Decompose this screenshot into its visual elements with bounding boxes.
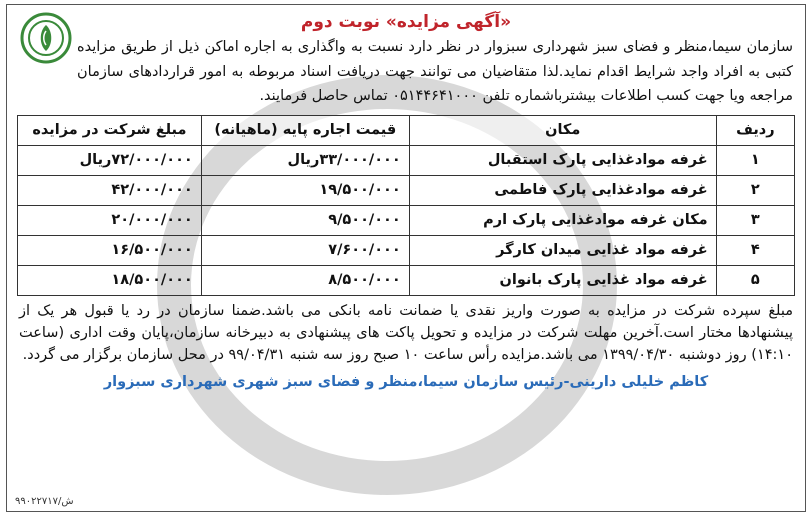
announcement-page xyxy=(6,4,806,512)
place-cell: غرفه موادغذایی پارک فاطمی xyxy=(409,175,716,205)
table-row xyxy=(18,265,795,295)
bid-amount-cell: ۲۰/۰۰۰/۰۰۰ xyxy=(18,205,202,235)
bid-amount-cell: ۱۸/۵۰۰/۰۰۰ xyxy=(18,265,202,295)
row-number: ۳ xyxy=(716,205,794,235)
header-place: مکان xyxy=(409,115,716,145)
row-number: ۵ xyxy=(716,265,794,295)
table-row xyxy=(18,175,795,205)
bid-amount-cell: ۱۶/۵۰۰/۰۰۰ xyxy=(18,235,202,265)
row-number: ۱ xyxy=(716,145,794,175)
auction-table xyxy=(17,115,795,296)
place-cell: مکان غرفه موادغذایی پارک ارم xyxy=(409,205,716,235)
intro-paragraph: سازمان سیما،منظر و فضای سبز شهرداری سبزوار در نظر دارد نسبت به واگذاری به اجاره اماکن ذیل از طریق مزایده کتبی به افراد واجد شرایط اقدام نماید.لذا متقاضیان می توانند جهت دریافت اسناد مربوطه به امور قراردادهای سازمان مراجعه ویا جهت کسب اطلاعات بیشترباشماره تلفن ۰۵۱۴۴۶۴۱۰۰۰ تماس حاصل فرمایند. xyxy=(77,39,793,104)
base-rent-cell: ۸/۵۰۰/۰۰۰ xyxy=(201,265,409,295)
announcement-title: «آگهی مزایده» نوبت دوم xyxy=(300,12,512,32)
table-row xyxy=(18,205,795,235)
base-rent-cell: ۱۹/۵۰۰/۰۰۰ xyxy=(201,175,409,205)
header-bid-amount: مبلغ شرکت در مزایده xyxy=(18,115,202,145)
bid-amount-cell: ۴۲/۰۰۰/۰۰۰ xyxy=(18,175,202,205)
table-row xyxy=(18,235,795,265)
place-cell: غرفه موادغذایی پارک استقبال xyxy=(409,145,716,175)
bid-amount-cell: ۷۲/۰۰۰/۰۰۰ریال xyxy=(18,145,202,175)
place-cell: غرفه مواد غذایی پارک بانوان xyxy=(409,265,716,295)
header-row-number: ردیف xyxy=(716,115,794,145)
reference-code: ۹۹۰۲۲۷۱۷/ش xyxy=(15,496,74,507)
base-rent-cell: ۷/۶۰۰/۰۰۰ xyxy=(201,235,409,265)
municipality-emblem-icon xyxy=(19,11,73,65)
base-rent-cell: ۳۳/۰۰۰/۰۰۰ریال xyxy=(201,145,409,175)
signature-line: کاظم خلیلی دارینی-رئیس سازمان سیما،منظر و فضای سبز شهری شهرداری سبزوار xyxy=(103,373,709,390)
place-cell: غرفه مواد غذایی میدان کارگر xyxy=(409,235,716,265)
row-number: ۴ xyxy=(716,235,794,265)
row-number: ۲ xyxy=(716,175,794,205)
terms-paragraph: مبلغ سپرده شرکت در مزایده به صورت واریز نقدی یا ضمانت نامه بانکی می باشد.ضمنا سازمان در رد یا قبول هر یک از پیشنهادها مختار است.آخرین مهلت شرکت در مزایده و تحویل پاکت های پیشنهادی به دبیرخانه سازمان،پایان وقت اداری (ساعت ۱۴:۱۰) روز دوشنبه ۱۳۹۹/۰۴/۳۰ می باشد.مزایده رأس ساعت ۱۰ صبح روز سه شنبه ۹۹/۰۴/۳۱ در محل سازمان برگزار می گردد. xyxy=(19,302,793,363)
table-row xyxy=(18,145,795,175)
base-rent-cell: ۹/۵۰۰/۰۰۰ xyxy=(201,205,409,235)
header-base-rent: قیمت اجاره پایه (ماهیانه) xyxy=(201,115,409,145)
table-header-row xyxy=(18,115,795,145)
